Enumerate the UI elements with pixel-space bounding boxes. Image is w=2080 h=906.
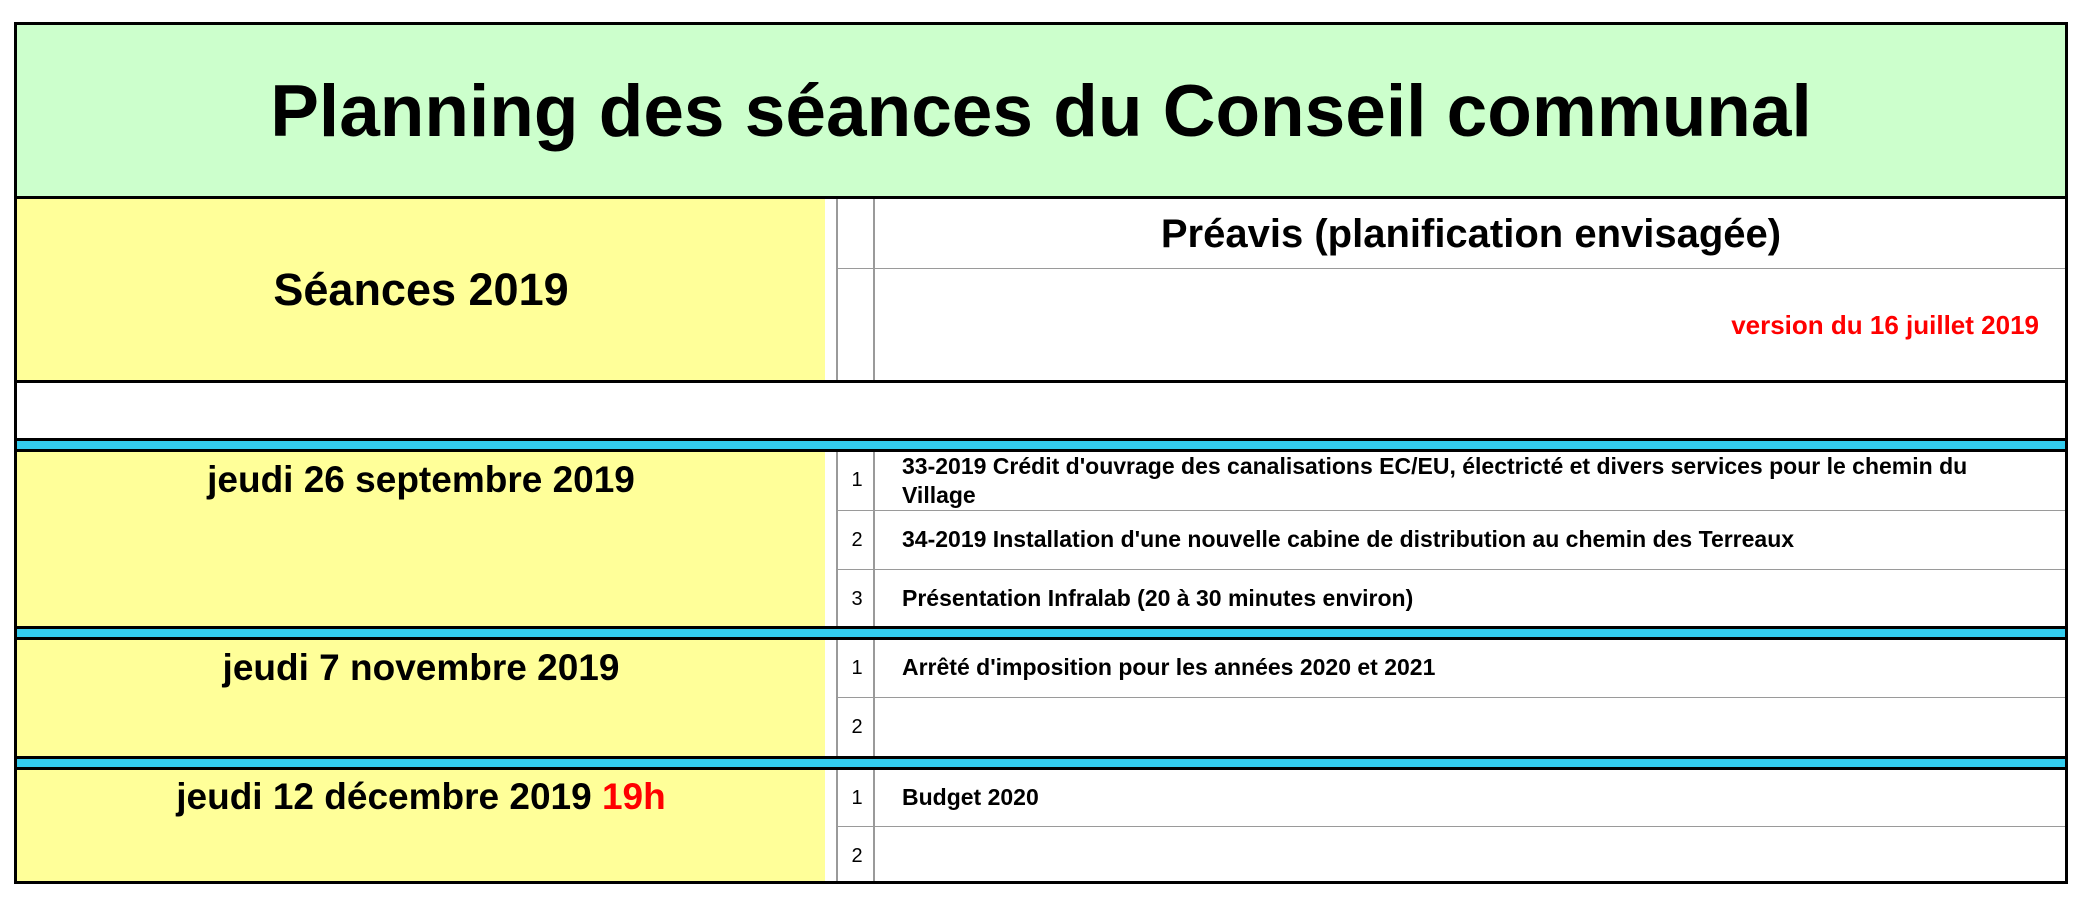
item-number: 2 <box>851 845 863 867</box>
preavis-header: Préavis (planification envisagée) <box>1160 211 1782 256</box>
item-number: 2 <box>851 716 863 738</box>
seances-header: Séances 2019 <box>273 263 569 315</box>
agenda-item: 34-2019 Installation d'une nouvelle cabine de distribution au chemin des Terreaux <box>902 526 1795 552</box>
agenda-item: Arrêté d'imposition pour les années 2020 et 2021 <box>902 654 1436 680</box>
agenda-item: Présentation Infralab (20 à 30 minutes environ) <box>902 585 1414 611</box>
item-number: 2 <box>851 529 863 551</box>
session-date: jeudi 12 décembre 2019 19h <box>176 776 666 817</box>
item-number: 1 <box>851 469 863 491</box>
version-label: version du 16 juillet 2019 <box>1731 310 2039 340</box>
table-frame <box>14 22 2068 884</box>
item-number: 1 <box>851 787 863 809</box>
page-title: Planning des séances du Conseil communal <box>270 70 1812 152</box>
session-date: jeudi 7 novembre 2019 <box>222 647 620 688</box>
agenda-item: Budget 2020 <box>902 784 1039 810</box>
item-number: 3 <box>851 588 863 610</box>
agenda-item: 33-2019 Crédit d'ouvrage des canalisations EC/EU, électricté et divers services pour le chemin du Village <box>902 453 1968 508</box>
item-number: 1 <box>851 657 863 679</box>
session-hour: 19h <box>601 776 666 817</box>
session-date: jeudi 26 septembre 2019 <box>207 459 635 500</box>
